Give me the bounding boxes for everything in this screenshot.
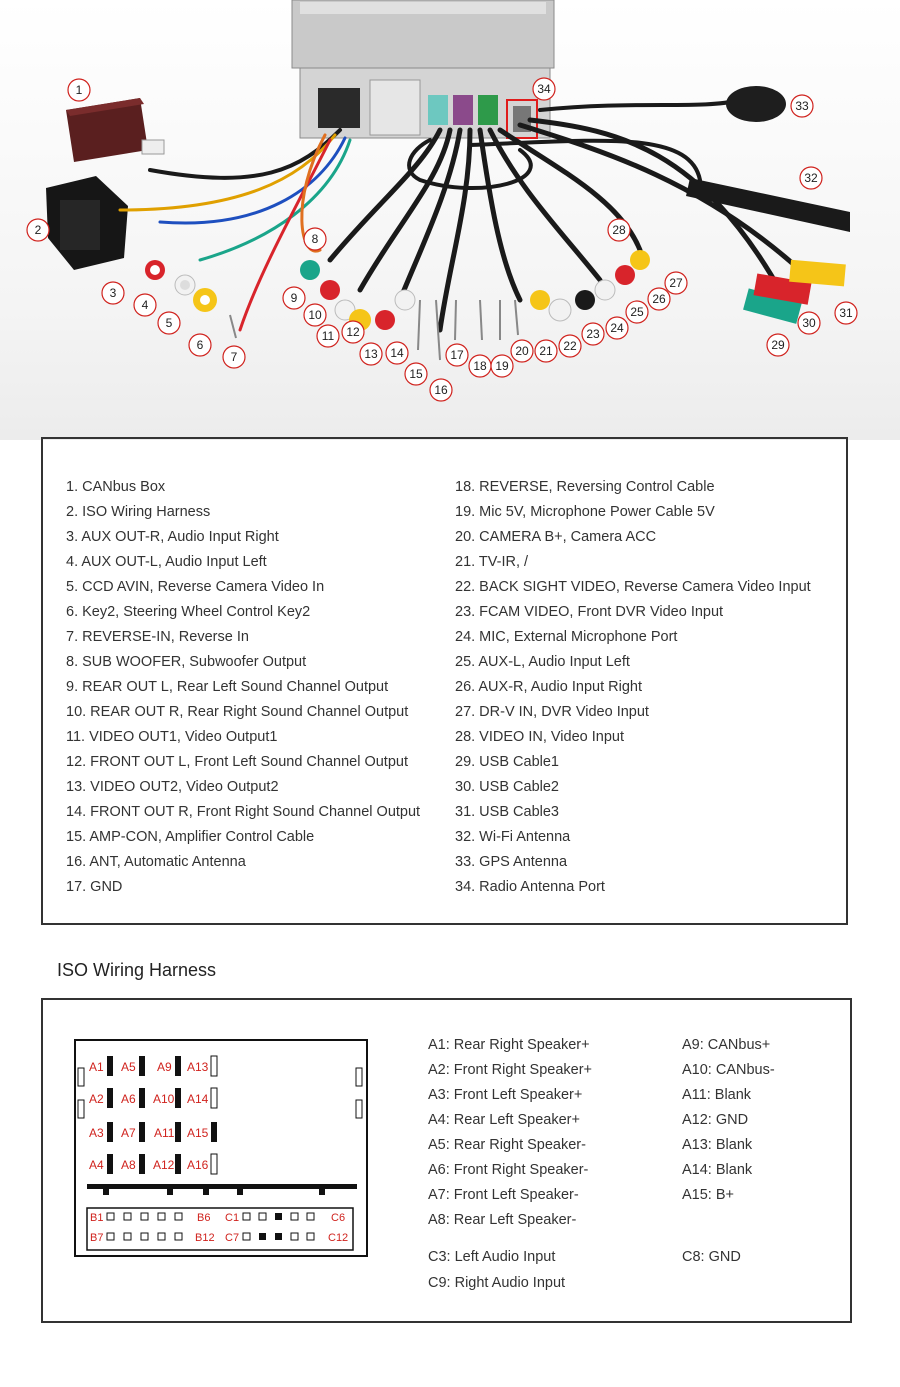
pin-label: A11 xyxy=(154,1126,175,1140)
pin-label: A15 xyxy=(187,1126,209,1140)
callout-27 xyxy=(665,272,687,294)
pin-item: A10: CANbus- xyxy=(682,1062,775,1078)
gps-antenna xyxy=(726,86,786,122)
callout-8 xyxy=(304,228,326,250)
pin-label: B6 xyxy=(197,1212,211,1224)
callout-number: 27 xyxy=(669,276,683,290)
pin-list-c3-c9 xyxy=(428,1244,565,1296)
pin-label: B7 xyxy=(90,1232,104,1244)
legend-item: 10. REAR OUT R, Rear Right Sound Channel Output xyxy=(66,704,409,720)
callout-number: 5 xyxy=(165,316,173,330)
callout-number: 6 xyxy=(196,338,204,352)
legend-item: 19. Mic 5V, Microphone Power Cable 5V xyxy=(455,504,715,520)
callout-23 xyxy=(582,323,604,345)
legend-item: 9. REAR OUT L, Rear Left Sound Channel Output xyxy=(66,679,389,695)
pin-item: A1: Rear Right Speaker+ xyxy=(428,1037,590,1053)
callout-number: 34 xyxy=(537,82,551,96)
callout-number: 30 xyxy=(802,316,816,330)
callout-number: 13 xyxy=(364,347,378,361)
legend-item: 22. BACK SIGHT VIDEO, Reverse Camera Video Input xyxy=(455,579,811,595)
iso-pinout-box xyxy=(41,998,852,1323)
pin-item: A8: Rear Left Speaker- xyxy=(428,1212,577,1228)
callout-number: 33 xyxy=(795,99,809,113)
pin-label: A10 xyxy=(153,1092,175,1106)
callout-number: 26 xyxy=(652,292,666,306)
callout-31 xyxy=(835,302,857,324)
callout-24 xyxy=(606,317,628,339)
legend-item: 11. VIDEO OUT1, Video Output1 xyxy=(66,729,278,745)
pin-list-c8 xyxy=(682,1244,741,1270)
callout-5 xyxy=(158,312,180,334)
callout-22 xyxy=(559,335,581,357)
callout-number: 32 xyxy=(804,171,818,185)
pin-label: C12 xyxy=(328,1232,349,1244)
callout-number: 4 xyxy=(141,298,149,312)
pin-label: A13 xyxy=(187,1060,209,1074)
pin-item: A4: Rear Left Speaker+ xyxy=(428,1112,580,1128)
pin-item: A7: Front Left Speaker- xyxy=(428,1187,579,1203)
legend-item: 31. USB Cable3 xyxy=(455,804,559,820)
callout-number: 22 xyxy=(563,339,577,353)
legend-item: 30. USB Cable2 xyxy=(455,779,559,795)
callout-number: 1 xyxy=(75,83,83,97)
legend-item: 34. Radio Antenna Port xyxy=(455,879,605,895)
callout-number: 25 xyxy=(630,305,644,319)
legend-item: 18. REVERSE, Reversing Control Cable xyxy=(455,479,715,495)
callout-number: 11 xyxy=(321,329,335,343)
callout-34 xyxy=(533,78,555,100)
pin-label: C1 xyxy=(225,1212,240,1224)
pin-item: C9: Right Audio Input xyxy=(428,1275,566,1291)
callout-number: 8 xyxy=(311,232,319,246)
legend-item: 29. USB Cable1 xyxy=(455,754,559,770)
callout-9 xyxy=(283,287,305,309)
pin-label: A1 xyxy=(89,1060,104,1074)
legend-item: 6. Key2, Steering Wheel Control Key2 xyxy=(66,604,311,620)
callout-number: 10 xyxy=(308,308,322,322)
pin-label: A8 xyxy=(121,1158,136,1172)
legend-item: 15. AMP-CON, Amplifier Control Cable xyxy=(66,829,315,845)
callout-12 xyxy=(342,321,364,343)
callout-number: 14 xyxy=(390,346,404,360)
pin-item: C8: GND xyxy=(682,1249,741,1265)
pin-label: B12 xyxy=(195,1232,215,1244)
callout-20 xyxy=(511,340,533,362)
pin-item: A2: Front Right Speaker+ xyxy=(428,1062,593,1078)
legend-item: 32. Wi-Fi Antenna xyxy=(455,829,571,845)
pin-label: A5 xyxy=(121,1060,136,1074)
callout-number: 18 xyxy=(473,359,487,373)
callout-33 xyxy=(791,95,813,117)
legend-item: 23. FCAM VIDEO, Front DVR Video Input xyxy=(455,604,724,620)
legend-item: 25. AUX-L, Audio Input Left xyxy=(455,654,630,670)
callout-number: 28 xyxy=(612,223,626,237)
legend-item: 26. AUX-R, Audio Input Right xyxy=(455,679,642,695)
pin-item: A9: CANbus+ xyxy=(682,1037,771,1053)
callout-number: 16 xyxy=(434,383,448,397)
callout-7 xyxy=(223,346,245,368)
pin-list-a9-a15 xyxy=(682,1033,775,1208)
product-photo xyxy=(0,0,900,440)
callout-number: 2 xyxy=(34,223,42,237)
legend-item: 7. REVERSE-IN, Reverse In xyxy=(66,629,249,645)
callout-6 xyxy=(189,334,211,356)
pin-item: A15: B+ xyxy=(682,1187,734,1203)
pin-item: A11: Blank xyxy=(682,1087,752,1103)
callout-number: 23 xyxy=(586,327,600,341)
legend-item: 17. GND xyxy=(66,879,123,895)
callout-29 xyxy=(767,334,789,356)
legend-item: 13. VIDEO OUT2, Video Output2 xyxy=(66,779,279,795)
iso-connector-diagram xyxy=(73,1038,373,1258)
callout-21 xyxy=(535,340,557,362)
callout-number: 7 xyxy=(230,350,238,364)
legend-item: 14. FRONT OUT R, Front Right Sound Channel Output xyxy=(66,804,421,820)
legend-item: 24. MIC, External Microphone Port xyxy=(455,629,678,645)
head-unit xyxy=(292,0,554,138)
legend-item: 20. CAMERA B+, Camera ACC xyxy=(455,529,657,545)
legend-item: 27. DR-V IN, DVR Video Input xyxy=(455,704,649,720)
legend-item: 8. SUB WOOFER, Subwoofer Output xyxy=(66,654,307,670)
callout-number: 12 xyxy=(346,325,360,339)
callout-number: 31 xyxy=(839,306,853,320)
legend-item: 21. TV-IR, / xyxy=(455,554,529,570)
pin-item: A6: Front Right Speaker- xyxy=(428,1162,589,1178)
callout-1 xyxy=(68,79,90,101)
callout-4 xyxy=(134,294,156,316)
callout-17 xyxy=(446,344,468,366)
callout-30 xyxy=(798,312,820,334)
callout-number: 24 xyxy=(610,321,624,335)
pin-item: A13: Blank xyxy=(682,1137,753,1153)
callout-number: 29 xyxy=(771,338,785,352)
legend-item: 5. CCD AVIN, Reverse Camera Video In xyxy=(66,579,325,595)
legend-right xyxy=(455,475,811,900)
callout-3 xyxy=(102,282,124,304)
pin-item: C3: Left Audio Input xyxy=(428,1249,556,1265)
pin-label: A7 xyxy=(121,1126,136,1140)
legend-item: 2. ISO Wiring Harness xyxy=(66,504,211,520)
callout-number: 20 xyxy=(515,344,529,358)
callout-28 xyxy=(608,219,630,241)
pin-label: A6 xyxy=(121,1092,136,1106)
pin-item: A3: Front Left Speaker+ xyxy=(428,1087,583,1103)
legend-item: 1. CANbus Box xyxy=(66,479,166,495)
pin-label: A14 xyxy=(187,1092,209,1106)
callout-2 xyxy=(27,219,49,241)
callout-10 xyxy=(304,304,326,326)
pin-label: B1 xyxy=(90,1212,104,1224)
callout-25 xyxy=(626,301,648,323)
pin-label: A3 xyxy=(89,1126,104,1140)
pin-label: C6 xyxy=(331,1212,346,1224)
pin-label: C7 xyxy=(225,1232,240,1244)
callout-number: 19 xyxy=(495,359,509,373)
callout-number: 3 xyxy=(109,286,117,300)
callout-number: 21 xyxy=(539,344,553,358)
callout-26 xyxy=(648,288,670,310)
callout-11 xyxy=(317,325,339,347)
callout-13 xyxy=(360,343,382,365)
callout-32 xyxy=(800,167,822,189)
pin-item: A12: GND xyxy=(682,1112,749,1128)
legend-box xyxy=(41,437,848,925)
pin-label: A2 xyxy=(89,1092,104,1106)
pin-label: A4 xyxy=(89,1158,104,1172)
legend-item: 4. AUX OUT-L, Audio Input Left xyxy=(66,554,267,570)
callout-15 xyxy=(405,363,427,385)
legend-item: 33. GPS Antenna xyxy=(455,854,568,870)
section-title: ISO Wiring Harness xyxy=(57,960,217,980)
callout-19 xyxy=(491,355,513,377)
pin-list-a1-a8 xyxy=(428,1033,592,1233)
legend-item: 16. ANT, Automatic Antenna xyxy=(66,854,246,870)
callout-number: 15 xyxy=(409,367,423,381)
callout-16 xyxy=(430,379,452,401)
pin-label: A12 xyxy=(153,1158,175,1172)
callout-number: 9 xyxy=(290,291,298,305)
pin-item: A5: Rear Right Speaker- xyxy=(428,1137,586,1153)
pin-label: A16 xyxy=(187,1158,209,1172)
legend-left xyxy=(66,475,420,900)
pin-label: A9 xyxy=(157,1060,172,1074)
legend-item: 12. FRONT OUT L, Front Left Sound Channel Output xyxy=(66,754,408,770)
callout-number: 17 xyxy=(450,348,464,362)
pin-item: A14: Blank xyxy=(682,1162,753,1178)
callout-18 xyxy=(469,355,491,377)
legend-item: 28. VIDEO IN, Video Input xyxy=(455,729,624,745)
legend-item: 3. AUX OUT-R, Audio Input Right xyxy=(66,529,279,545)
callout-14 xyxy=(386,342,408,364)
